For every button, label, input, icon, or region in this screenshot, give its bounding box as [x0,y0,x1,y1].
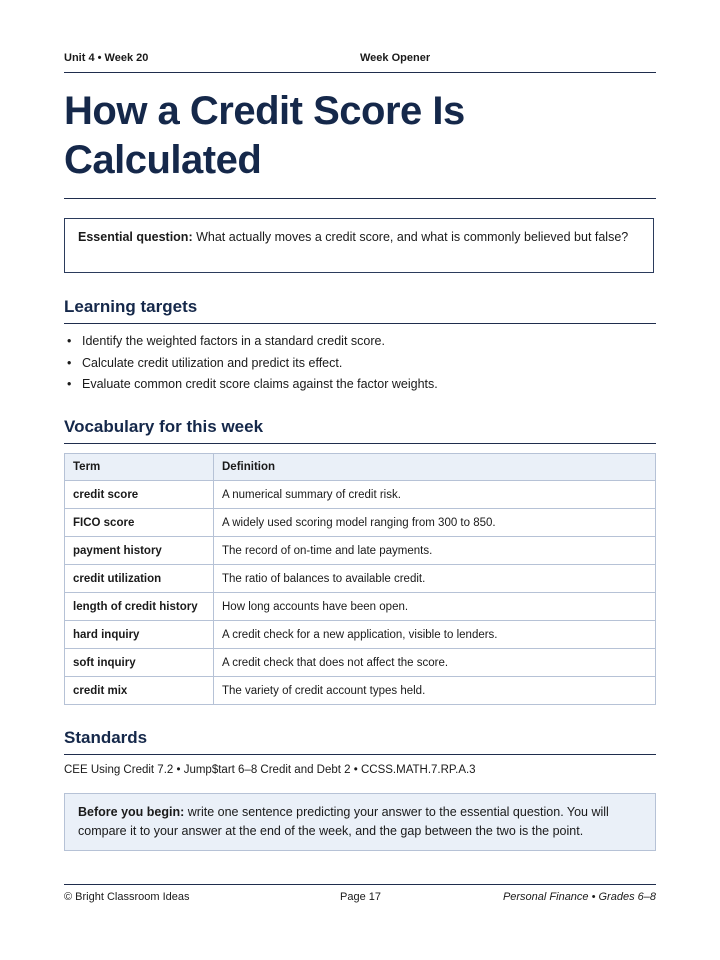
page-title: How a Credit Score Is Calculated [64,89,465,182]
term-cell: credit score [65,481,214,509]
definition-cell: The ratio of balances to available credit. [214,565,656,593]
course-label: Personal Finance • Grades 6–8 [502,891,656,903]
bullet-icon: • [67,377,72,391]
table-row [65,649,656,677]
essential-question-text: What actually moves a credit score, and what is commonly believed but false? [196,230,629,244]
bullet-icon: • [67,355,72,370]
definition-cell: A widely used scoring model ranging from 300 to 850. [214,509,656,537]
list-item [64,376,656,398]
definition-cell: The record of on-time and late payments. [214,537,656,565]
page-header [64,52,656,73]
definition-cell: A numerical summary of credit risk. [214,481,656,509]
essential-question-box [64,218,654,273]
table-row [65,509,656,537]
copyright-text: © Bright Classroom Ideas [64,891,190,903]
essential-question-label: Essential question: [78,230,193,244]
term-cell: credit utilization [65,565,214,593]
term-cell: hard inquiry [65,621,214,649]
standards-list: CEE Using Credit 7.2 • Jump$tart 6–8 Credit and Debt 2 • CCSS.MATH.7.RP.A.3 [64,764,476,776]
section-label: Week Opener [360,52,431,64]
table-row [65,565,656,593]
definition-cell: A credit check for a new application, visible to lenders. [214,621,656,649]
learning-target-text: Calculate credit utilization and predict its effect. [82,355,343,370]
page-footer [64,884,656,911]
learning-target-text: Evaluate common credit score claims against the factor weights. [82,377,438,391]
page-number: Page 17 [340,891,381,903]
standards-heading: Standards [64,728,656,755]
learning-targets-heading: Learning targets [64,297,656,324]
definition-cell: The variety of credit account types held. [214,677,656,705]
column-header-definition: Definition [214,454,656,481]
term-cell: soft inquiry [65,649,214,677]
learning-targets-list [64,333,656,398]
title-divider [64,198,656,199]
table-row [65,677,656,705]
unit-week-label: Unit 4 • Week 20 [64,52,149,64]
term-cell: payment history [65,537,214,565]
table-row [65,537,656,565]
table-row [65,593,656,621]
term-cell: credit mix [65,677,214,705]
column-header-term: Term [65,454,214,481]
before-you-begin-text: write one sentence predicting your answer to the essential question. You will compare it to your answer at the end of the week, and the gap between the two is the point. [78,805,609,838]
term-cell: FICO score [65,509,214,537]
before-you-begin-box [64,793,656,851]
vocabulary-table [64,453,656,705]
table-row [65,481,656,509]
bullet-icon: • [67,334,72,348]
definition-cell: A credit check that does not affect the score. [214,649,656,677]
vocabulary-heading: Vocabulary for this week [64,417,656,444]
list-item [64,333,656,355]
table-row [65,621,656,649]
list-item [64,355,656,377]
term-cell: length of credit history [65,593,214,621]
learning-target-text: Identify the weighted factors in a standard credit score. [82,334,385,348]
before-you-begin-label: Before you begin: [78,805,185,819]
table-header-row [65,454,656,481]
definition-cell: How long accounts have been open. [214,593,656,621]
